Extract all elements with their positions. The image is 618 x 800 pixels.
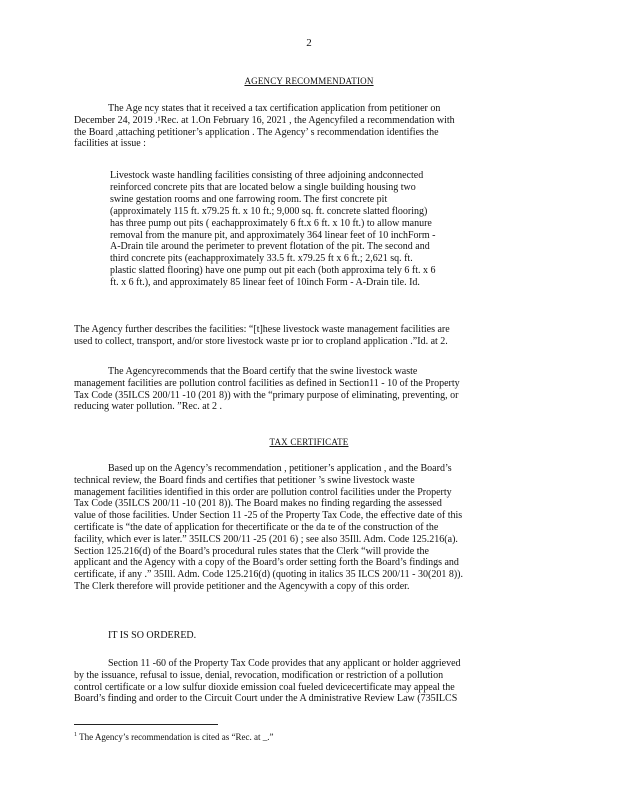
footnote-divider	[74, 724, 218, 725]
footnote-marker: 1	[74, 732, 77, 738]
paragraph-appeal-rights: Section 11 -60 of the Property Tax Code provides that any applicant or holder aggrieved by the issuance, refusal to issue, denial, revocation, modification or restriction of a pollution control certificate or a low sulfur dioxide emission coal fueled devicecertificate may appeal the Board’s finding and order to the Circuit Court under the A dministrative Review Law (735ILCS	[74, 658, 461, 705]
paragraph-agency-states: The Age ncy states that it received a tax certification application from petitioner on December 24, 2019 .¹Rec. at 1.On February 16, 2021 , the Agencyfiled a recommendation with the Board ,attaching petitioner’s application . The Agency’ s recommendation identifies the facilities at issue :	[74, 103, 455, 150]
so-ordered: IT IS SO ORDERED.	[108, 630, 197, 641]
footnote-text: The Agency’s recommendation is cited as “Rec. at _.”	[77, 732, 274, 742]
page-number: 2	[306, 37, 312, 49]
heading-tax-certificate: TAX CERTIFICATE	[269, 437, 349, 447]
paragraph-board-finds: Based up on the Agency’s recommendation , petitioner’s application , and the Board’s technical review, the Board finds and certifies that petitioner ’s swine livestock waste management facilities identified in this order are pollution control facilities under the Property Tax Code (35ILCS 200/11 -10 (201 8)). The Board makes no finding regarding the assessed value of those facilities. Under Section 11 -25 of the Property Tax Code, the effective date of this certificate is “the date of application for thecertificate or the da te of the construction of the facility, which ever is later.” 35ILCS 200/11 -25 (201 6) ; see also 35Ill. Adm. Code 125.216(a). Section 125.216(d) of the Board’s procedural rules states that the Clerk “will provide the applicant and the Agency with a copy of the Board’s order setting forth the Board’s findings and certificate, if any .” 35Ill. Adm. Code 125.216(d) (quoting in italics 35 ILCS 200/11 - 30(201 8)). The Clerk therefore will provide petitioner and the Agencywith a copy of this order.	[74, 463, 463, 592]
heading-agency-recommendation: AGENCY RECOMMENDATION	[244, 76, 374, 86]
paragraph-agency-recommends: The Agencyrecommends that the Board certify that the swine livestock waste management facilities are pollution control facilities as defined in Section11 - 10 of the Property Tax Code (35ILCS 200/11 -10 (201 8)) with the “primary purpose of eliminating, preventing, or reducing water pollution. ”Rec. at 2 .	[74, 366, 460, 413]
block-quote-facilities: Livestock waste handling facilities consisting of three adjoining andconnected reinforced concrete pits that are located below a single building housing two swine gestation rooms and one farrowing room. The first concrete pit (approximately 115 ft. x79.25 ft. x 10 ft.; 9,000 sq. ft. concrete slatted flooring) has three pump out pits ( eachapproximately 6 ft.x 6 ft. x 10 ft.) to allow manure removal from the manure pit, and approximately 364 linear feet of 10 inchForm - A-Drain tile around the perimeter to prevent flotation of the pit. The second and third concrete pits (eachapproximately 33.5 ft. x79.25 ft x 6 ft.; 2,621 sq. ft. plastic slatted flooring) have one pump out pit each (both approxima tely 6 ft. x 6 ft. x 6 ft.), and approximately 85 linear feet of 10inch Form - A-Drain tile. Id.	[110, 170, 436, 289]
footnote	[74, 732, 274, 742]
paragraph-agency-describes: The Agency further describes the facilities: “[t]hese livestock waste management facilities are used to collect, transport, and/or store livestock waste pr ior to cropland application .”Id. at 2.	[74, 324, 450, 347]
